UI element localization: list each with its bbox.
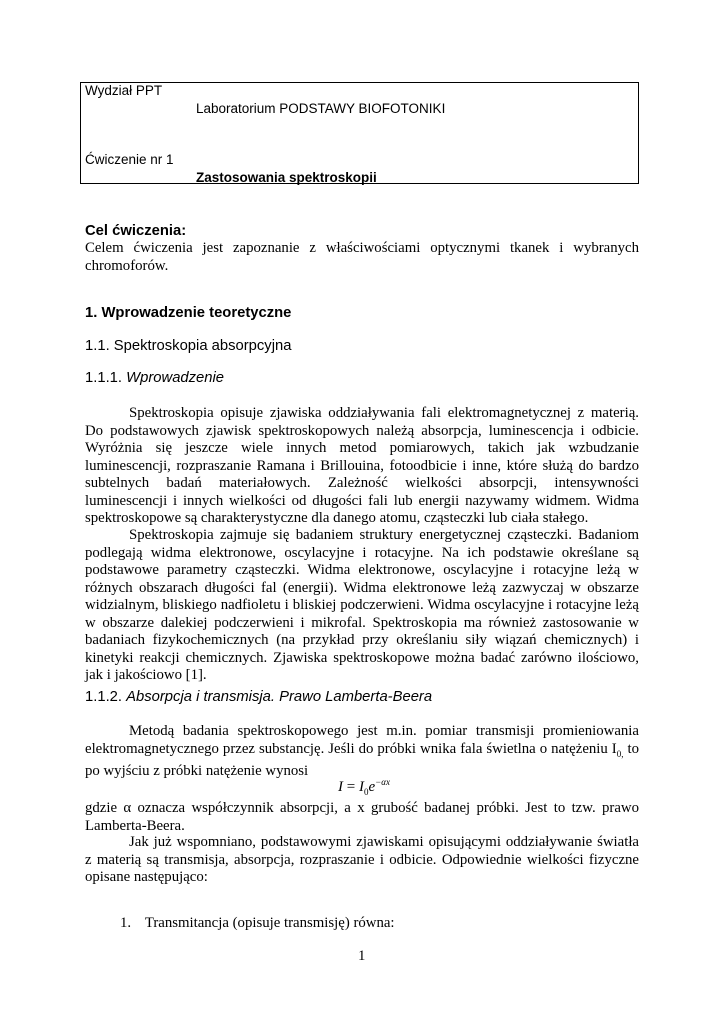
section-1-1-2-title: Absorpcja i transmisja. Prawo Lamberta-Beera [126, 689, 433, 705]
section-1-1-2-heading [85, 689, 432, 705]
section-1-heading: 1. Wprowadzenie teoretyczne [85, 305, 292, 321]
eq-base: I [358, 779, 364, 795]
list-item-number: 1. [120, 915, 132, 931]
exercise-title: Zastosowania spektroskopii [196, 170, 377, 185]
faculty-label: Wydział PPT [85, 83, 163, 98]
list-item-text: Transmitancja (opisuje transmisję) równa: [144, 915, 395, 931]
goal-text: Celem ćwiczenia jest zapoznanie z właściwościami optycznymi tkanek i wybranych chromoforów. [85, 240, 639, 274]
absorption-paragraph-3: Jak już wspomniano, podstawowymi zjawiskami opisującymi oddziaływanie światła z materią są transmisja, absorpcja, rozpraszanie i odbicie. Odpowiednie wielkości fizyczne opisane następująco: [85, 834, 639, 885]
section-1-1-1-number: 1.1.1. [85, 370, 123, 386]
eq-equals: = [346, 779, 356, 795]
section-1-1-2-number: 1.1.2. [85, 689, 123, 705]
page-number: 1 [358, 948, 366, 964]
eq-exponent: −αx [375, 777, 390, 787]
absorption-text-b: to po wyjściu z próbki natężenie wynosi [85, 740, 639, 779]
eq-lhs: I [338, 779, 343, 795]
absorption-text-a: Metodą badania spektroskopowego jest m.in. pomiar transmisji promieniowania elektromagnetycznego przez substancję. Jeśli do próbki wnika fala świetlna o natężeniu I [85, 723, 639, 757]
eq-exp-base: e [368, 779, 376, 795]
intro-paragraph-1: Spektroskopia opisuje zjawiska oddziaływania fali elektromagnetycznej z materią. Do podstawowych zjawisk spektroskopowych należą absorpcja, luminescencja i odbicie. Wyróżnia się jeszcze wiele innych metod pomiarowych, takich jak wzbudzanie luminescencji, rozpraszanie Ramana i Brillouina, fotoodbicie i inne, które służą do bardzo subtelnych badań materiałowych. Zależność wielkości absorpcji, intensywności luminescencji i innych wielkości od długości fali lub energii nazywamy widmem. Widma spektroskopowe są charakterystyczne dla danego atomu, cząsteczki lub ciała stałego. [85, 405, 639, 526]
eq-subscript: 0 [363, 787, 369, 797]
laboratory-title: Laboratorium PODSTAWY BIOFOTONIKI [196, 101, 446, 116]
intro-paragraph-2: Spektroskopia zajmuje się badaniem struktury energetycznej cząsteczki. Badaniom podlegają widma elektronowe, oscylacyjne i rotacyjne. Na ich podstawie określane są podstawowe parametry cząsteczki. Widma elektronowe, oscylacyjne i rotacyjne leżą w różnych obszarach długości fal (energii). Widma elektronowe leżą zazwyczaj w obszarze widzialnym, bliskiego nadfioletu i bliskiej podczerwieni. Widma oscylacyjne i rotacyjne leżą w obszarze dalekiej podczerwieni i mikrofal. Spektroskopia ma również zastosowanie w badaniach fizykochemicznych (na przykład przy określaniu siły wiązań chemicznych) i kinetyki reakcji chemicznych. Zjawiska spektroskopowe można badać zarówno ilościowo, jak i jakościowo [1]. [85, 527, 639, 683]
section-1-1-1-heading [85, 370, 224, 386]
section-1-1-1-title: Wprowadzenie [126, 370, 225, 386]
goal-heading: Cel ćwiczenia: [85, 223, 187, 239]
section-1-1-heading: 1.1. Spektroskopia absorpcyjna [85, 338, 292, 354]
absorption-paragraph-1 [85, 723, 639, 780]
intensity-subscript: 0, [616, 748, 624, 759]
header-box [80, 82, 639, 184]
absorption-paragraph-2: gdzie α oznacza współczynnik absorpcji, a x grubość badanej próbki. Jest to tzw. prawo Lamberta-Beera. [85, 800, 639, 834]
exercise-number: Ćwiczenie nr 1 [85, 152, 174, 167]
list-item [120, 915, 395, 932]
lambert-beer-equation [338, 777, 390, 797]
